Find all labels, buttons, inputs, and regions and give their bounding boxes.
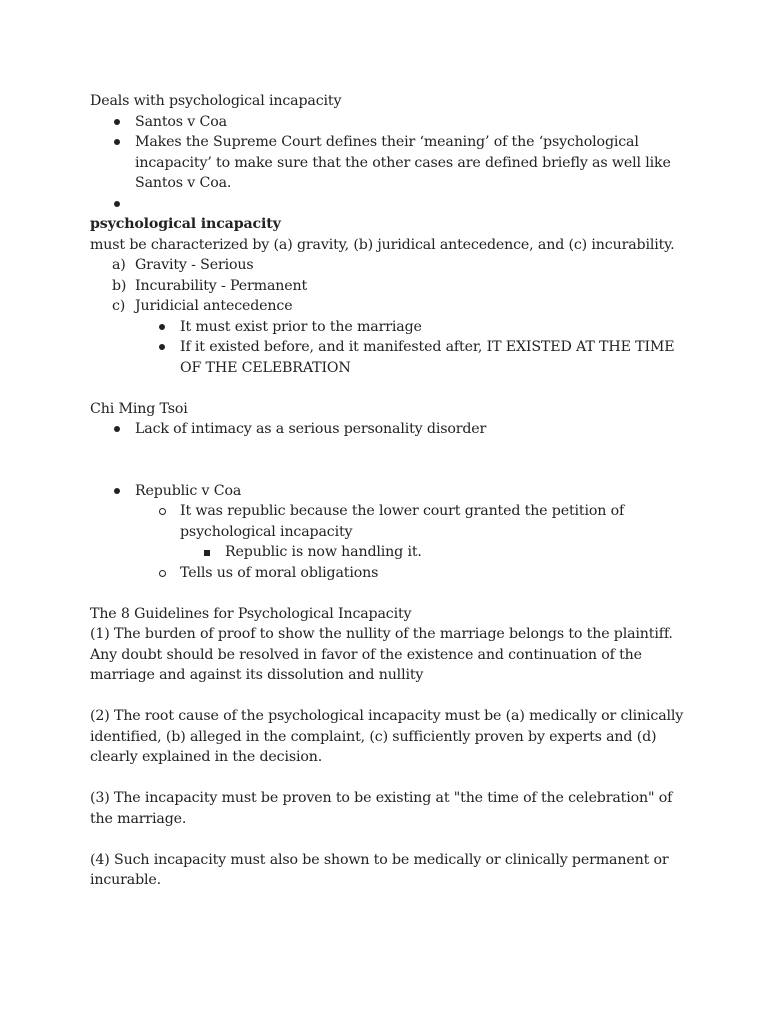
blank-line	[90, 829, 690, 850]
list-item-text: Lack of intimacy as a serious personality disorder	[135, 421, 487, 437]
list-item-text: If it existed before, and it manifested after, IT EXISTED AT THE TIME OF THE CELEBRATION	[180, 339, 675, 376]
lettered-list	[90, 255, 690, 378]
list-item-text: It must exist prior to the marriage	[180, 318, 422, 335]
paragraph: must be characterized by (a) gravity, (b) juridical antecedence, and (c) incurability.	[90, 236, 675, 253]
guideline-paragraph: (3) The incapacity must be proven to be existing at "the time of the celebration" of the marriage.	[90, 790, 673, 827]
blank-line	[90, 460, 690, 481]
list-item-empty	[90, 194, 690, 215]
bullet-list	[90, 112, 690, 215]
list-item-text: Republic is now handling it.	[225, 544, 422, 560]
list-item	[90, 501, 690, 542]
blank-line	[90, 583, 690, 604]
section-heading: The 8 Guidelines for Psychological Incapacity	[90, 605, 412, 622]
list-item	[90, 132, 690, 194]
list-item-text: Juridicial antecedence	[135, 298, 293, 314]
section-heading: Deals with psychological incapacity	[90, 93, 342, 109]
list-marker: c)	[112, 298, 126, 314]
list-item	[90, 542, 690, 563]
list-item-text: Santos v Coa	[135, 113, 227, 130]
section-heading-bold: psychological incapacity	[90, 216, 281, 232]
blank-line	[90, 378, 690, 399]
guideline-paragraph: (4) Such incapacity must also be shown to be medically or clinically permanent or incurable.	[90, 851, 669, 888]
blank-line	[90, 768, 690, 789]
bullet-list	[90, 419, 690, 440]
list-item	[90, 481, 690, 502]
list-item	[90, 296, 690, 317]
bullet-list	[90, 481, 690, 584]
document-page	[90, 91, 690, 891]
list-item-text: Makes the Supreme Court defines their ‘meaning’ of the ‘psychological incapacity’ to make sure that the other cases are defined briefly as well like Santos v Coa.	[135, 134, 671, 191]
blank-line	[90, 686, 690, 707]
list-marker: b)	[112, 277, 127, 294]
section-heading: Chi Ming Tsoi	[90, 400, 188, 417]
list-item-text: Tells us of moral obligations	[180, 564, 379, 581]
list-item	[90, 112, 690, 133]
list-item-text: Gravity - Serious	[135, 257, 254, 273]
list-item	[90, 276, 690, 297]
list-item	[90, 317, 690, 338]
list-marker: a)	[112, 257, 126, 273]
guideline-paragraph: (1) The burden of proof to show the nullity of the marriage belongs to the plaintiff. Any doubt should be resolved in favor of the existence and continuation of the marriage and against its dissolution and nullity	[90, 626, 673, 683]
list-item-text: Incurability - Permanent	[135, 277, 308, 294]
list-item	[90, 337, 690, 378]
list-item	[90, 419, 690, 440]
guideline-paragraph: (2) The root cause of the psychological incapacity must be (a) medically or clinically identified, (b) alleged in the complaint, (c) sufficiently proven by experts and (d) clearly explained in the decision.	[90, 708, 684, 765]
list-item	[90, 563, 690, 584]
list-item-text: It was republic because the lower court granted the petition of psychological incapacity	[180, 503, 625, 540]
list-item	[90, 255, 690, 276]
list-item-text	[135, 196, 139, 212]
list-item-text: Republic v Coa	[135, 482, 242, 499]
blank-line	[90, 440, 690, 461]
